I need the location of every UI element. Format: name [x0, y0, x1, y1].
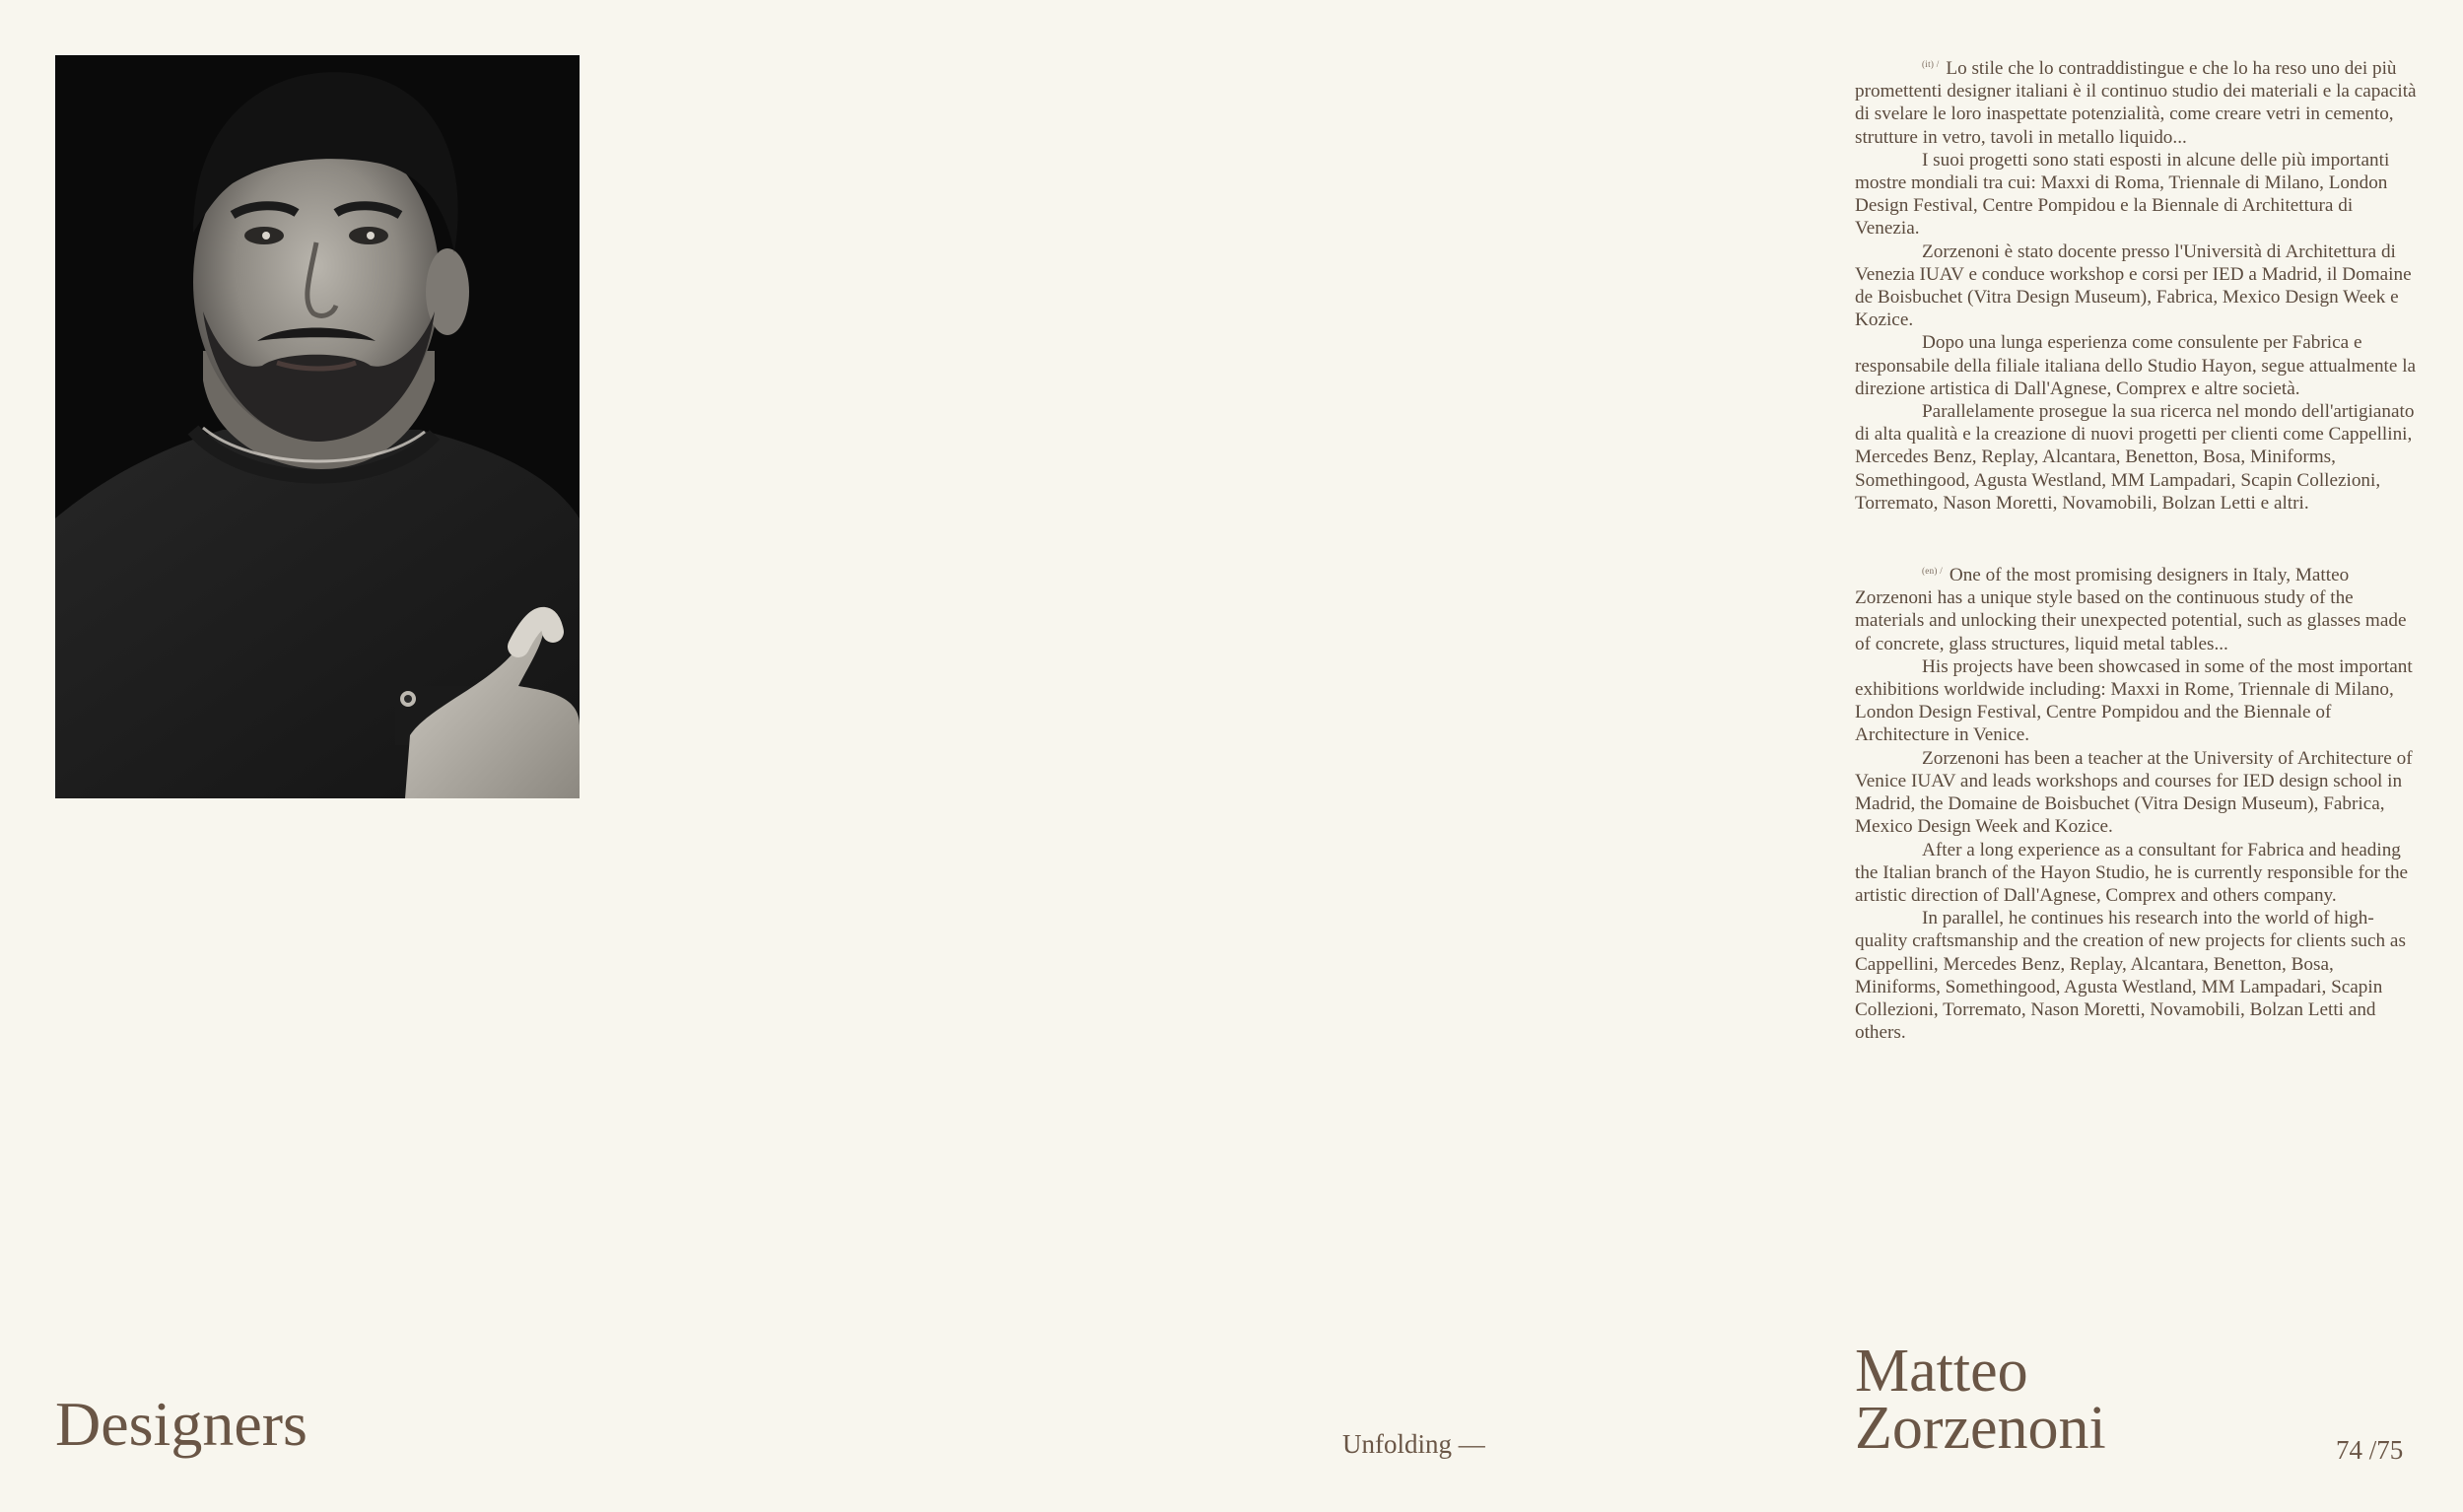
bio-en-paragraph [1855, 560, 2417, 655]
bio-it-paragraph: Dopo una lunga esperienza come consulente per Fabrica e responsabile della filiale italiana dello Studio Hayon, segue attualmente la direzione artistica di Dall'Agnese, Comprex e altre società. [1855, 332, 2417, 399]
bio-it-text-1: Lo stile che lo contraddistingue e che lo ha reso uno dei più promettenti designer italiani è il continuo studio dei materiali e la capacità di svelare le loro inaspettate potenzialità, come creare vetri in cemento, strutture in vetro, tavoli in metallo liquido... [1855, 58, 2417, 148]
designer-name [1855, 1338, 2106, 1462]
page-numbers: 74 /75 [2336, 1435, 2404, 1465]
bio-it-paragraph: Zorzenoni è stato docente presso l'Università di Architettura di Venezia IUAV e conduce workshop e corsi per IED a Madrid, il Domaine de Boisbuchet (Vitra Design Museum), Fabrica, Mexico Design Week e Kozice. [1855, 241, 2412, 331]
portrait-illustration [55, 55, 580, 798]
designer-portrait [55, 55, 580, 798]
bio-it-paragraph: Parallelamente prosegue la sua ricerca nel mondo dell'artigianato di alta qualità e la creazione di nuovi progetti per clienti come Cappellini, Mercedes Benz, Replay, Alcantara, Benetton, Bosa, Miniforms, Somethingood, Agusta Westland, MM Lampadari, Scapin Collezioni, Torremato, Nason Moretti, Novamobili, Bolzan Letti e altri. [1855, 401, 2415, 514]
running-title: Unfolding — [1342, 1429, 1485, 1459]
bio-it-paragraph [1855, 53, 2417, 149]
section-title: Designers [55, 1389, 308, 1459]
language-marker-en: (en) / [1922, 566, 1944, 577]
designer-last-name: Zorzenoni [1855, 1395, 2106, 1462]
bio-en-text-1: One of the most promising designers in Italy, Matteo Zorzenoni has a unique style based on the continuous study of the materials and unlocking their unexpected potential, such as glasses made of concrete, glass structures, liquid metal tables... [1855, 565, 2407, 654]
biography-italian [1855, 53, 2417, 515]
bio-it-paragraph: I suoi progetti sono stati esposti in alcune delle più importanti mostre mondiali tra cui: Maxxi di Roma, Triennale di Milano, London Design Festival, Centre Pompidou e la Biennale di Architettura di Venezia. [1855, 149, 2390, 240]
biography [1855, 53, 2417, 1044]
bio-en-paragraph: His projects have been showcased in some of the most important exhibitions worldwide including: Maxxi in Rome, Triennale di Milano, London Design Festival, Centre Pompidou and the Biennale of Architecture in Venice. [1855, 655, 2413, 746]
bio-en-paragraph: After a long experience as a consultant for Fabrica and heading the Italian branch of the Hayon Studio, he is currently responsible for the artistic direction of Dall'Agnese, Comprex and others company. [1855, 839, 2409, 906]
designer-first-name: Matteo [1855, 1338, 2028, 1405]
bio-en-paragraph: Zorzenoni has been a teacher at the University of Architecture of Venice IUAV and leads workshops and courses for IED design school in Madrid, the Domaine de Boisbuchet (Vitra Design Museum), Fabrica, Mexico Design Week and Kozice. [1855, 747, 2413, 838]
language-marker-it: (it) / [1922, 59, 1940, 69]
biography-english [1855, 560, 2417, 1044]
bio-en-paragraph: In parallel, he continues his research into the world of high-quality craftsmanship and the creation of new projects for clients such as Cappellini, Mercedes Benz, Replay, Alcantara, Benetton, Bosa, Miniforms, Somethingood, Agusta Westland, MM Lampadari, Scapin Collezioni, Torremato, Nason Moretti, Novamobili, Bolzan Letti and others. [1855, 908, 2406, 1044]
